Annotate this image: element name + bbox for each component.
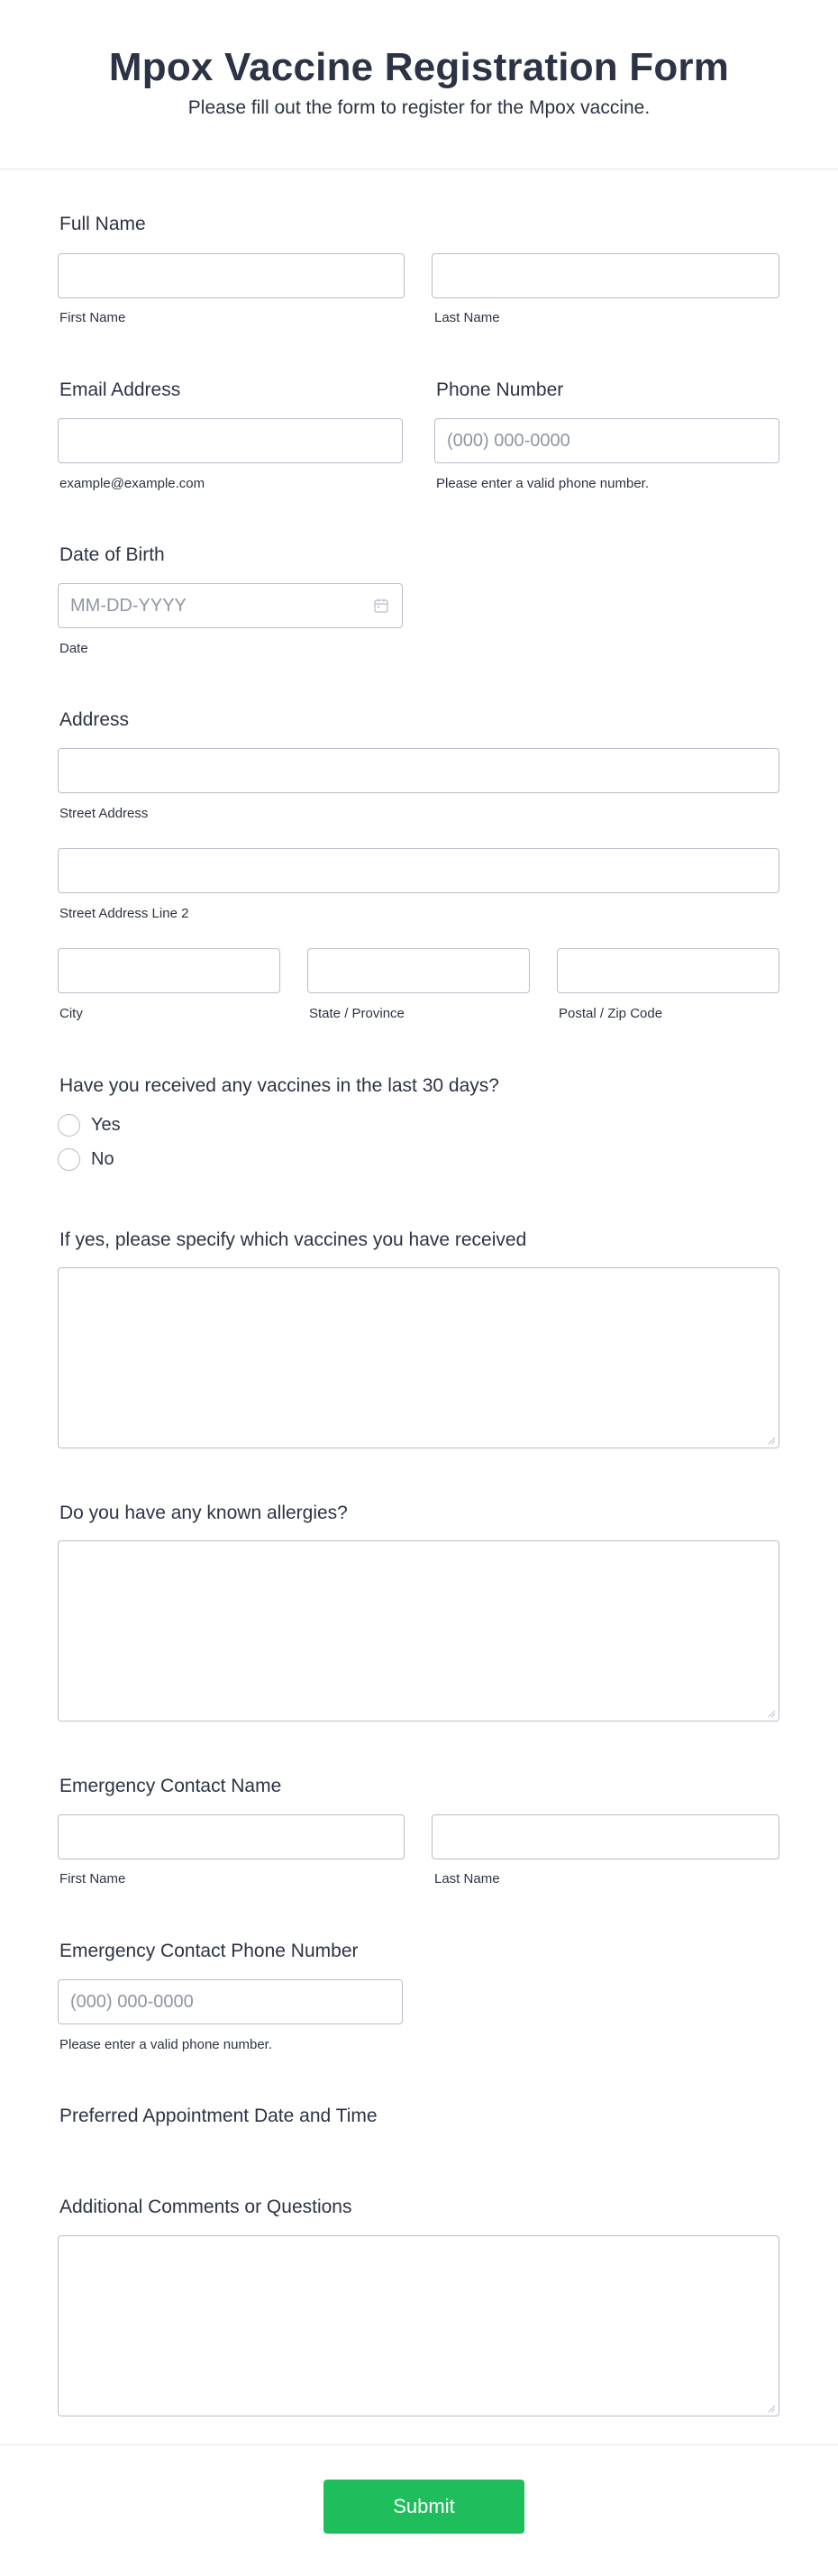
emergency-first-name-input[interactable] xyxy=(58,1814,405,1859)
city-input[interactable] xyxy=(58,948,280,993)
state-sublabel: State / Province xyxy=(309,1006,405,1021)
address-label: Address xyxy=(59,709,130,730)
email-input[interactable] xyxy=(58,418,403,463)
email-sublabel: example@example.com xyxy=(59,476,205,491)
phone-sublabel: Please enter a valid phone number. xyxy=(436,476,649,491)
resize-handle-icon[interactable] xyxy=(767,1709,776,1718)
radio-yes[interactable] xyxy=(58,1114,80,1137)
emergency-phone-input[interactable] xyxy=(58,1979,403,2024)
calendar-icon[interactable] xyxy=(373,598,389,614)
dob-sublabel: Date xyxy=(59,641,88,656)
form-subtitle: Please fill out the form to register for the Mpox vaccine. xyxy=(187,97,651,118)
appointment-label: Preferred Appointment Date and Time xyxy=(59,2106,378,2126)
phone-placeholder: (000) 000-0000 xyxy=(447,431,570,451)
submit-button[interactable]: Submit xyxy=(323,2480,524,2534)
emergency-phone-sublabel: Please enter a valid phone number. xyxy=(59,2037,272,2052)
phone-input[interactable] xyxy=(434,418,779,463)
postal-code-input[interactable] xyxy=(557,948,779,993)
email-label: Email Address xyxy=(59,379,181,400)
emergency-name-label: Emergency Contact Name xyxy=(59,1776,282,1796)
street-address-line2-sublabel: Street Address Line 2 xyxy=(59,906,189,921)
allergies-textarea[interactable] xyxy=(58,1540,779,1722)
last-name-sublabel: Last Name xyxy=(434,310,500,325)
first-name-sublabel: First Name xyxy=(59,310,126,325)
street-address-sublabel: Street Address xyxy=(59,806,149,821)
emergency-phone-label: Emergency Contact Phone Number xyxy=(59,1941,359,1961)
radio-yes-label[interactable]: Yes xyxy=(91,1115,121,1135)
full-name-label: Full Name xyxy=(59,214,146,234)
vaccines-specify-label: If yes, please specify which vaccines you have received xyxy=(59,1229,527,1250)
phone-label: Phone Number xyxy=(436,379,564,400)
vaccines-specify-textarea[interactable] xyxy=(58,1267,779,1448)
dob-label: Date of Birth xyxy=(59,544,165,565)
comments-textarea[interactable] xyxy=(58,2235,779,2416)
dob-placeholder: MM-DD-YYYY xyxy=(70,596,187,616)
emergency-last-name-input[interactable] xyxy=(432,1814,779,1859)
resize-handle-icon[interactable] xyxy=(767,2404,776,2413)
form-footer xyxy=(0,2444,838,2576)
last-name-input[interactable] xyxy=(432,253,779,298)
recent-vaccines-label: Have you received any vaccines in the last 30 days? xyxy=(59,1075,499,1096)
dob-input[interactable] xyxy=(58,583,403,628)
resize-handle-icon[interactable] xyxy=(767,1436,776,1445)
postal-code-sublabel: Postal / Zip Code xyxy=(559,1006,663,1021)
state-input[interactable] xyxy=(307,948,530,993)
form-header xyxy=(0,0,838,169)
first-name-input[interactable] xyxy=(58,253,405,298)
emergency-first-name-sublabel: First Name xyxy=(59,1871,126,1886)
city-sublabel: City xyxy=(59,1006,83,1021)
form-title: Mpox Vaccine Registration Form xyxy=(108,45,730,89)
street-address-input[interactable] xyxy=(58,748,779,793)
comments-label: Additional Comments or Questions xyxy=(59,2197,352,2217)
radio-no-label[interactable]: No xyxy=(91,1149,114,1169)
emergency-phone-placeholder: (000) 000-0000 xyxy=(70,1992,194,2012)
street-address-line2-input[interactable] xyxy=(58,848,779,893)
allergies-label: Do you have any known allergies? xyxy=(59,1503,348,1523)
radio-no[interactable] xyxy=(58,1148,80,1171)
emergency-last-name-sublabel: Last Name xyxy=(434,1871,500,1886)
